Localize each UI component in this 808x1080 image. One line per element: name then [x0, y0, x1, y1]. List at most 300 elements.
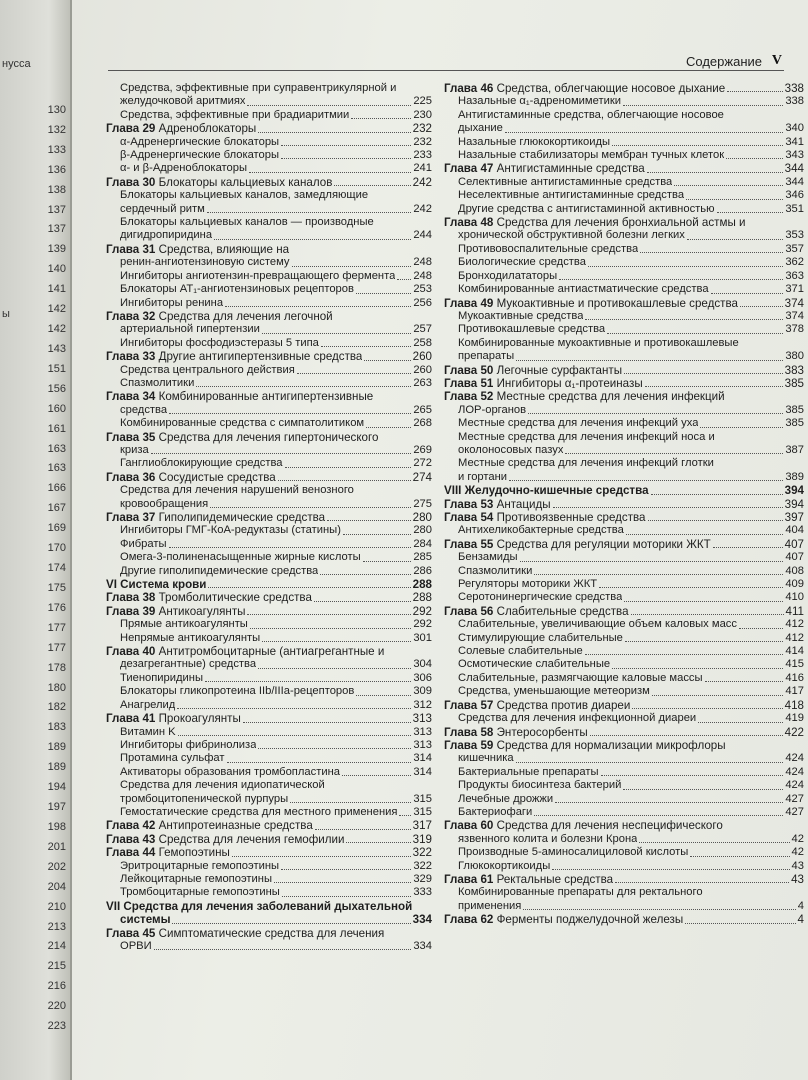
entry-title: Средства для регуляции моторики ЖКТ [496, 537, 711, 551]
entry-title: язвенного колита и болезни Крона [458, 832, 638, 845]
toc-entry [106, 337, 432, 350]
entry-page-number: 263 [413, 376, 432, 389]
entry-title: Средства для лечения гемофилии [158, 832, 345, 846]
prev-page-number: 194 [47, 781, 66, 794]
toc-entry [444, 337, 804, 350]
toc-entry [444, 672, 804, 685]
chapter-label: Глава 56 [444, 604, 494, 618]
entry-page-number: 407 [784, 537, 804, 551]
chapter-label: Глава 55 [444, 537, 494, 551]
dot-leader [327, 520, 411, 521]
entry-page-number: 427 [785, 792, 804, 805]
toc-entry [444, 444, 804, 457]
entry-page-number: 414 [785, 645, 804, 658]
toc-entry [444, 900, 804, 913]
header-page-number: V [771, 53, 782, 68]
chapter-label: Глава 45 [106, 926, 156, 940]
entry-title: Тромболитические средства [158, 591, 312, 605]
entry-title: Противоязвенные средства [496, 511, 646, 524]
entry-page-number: 292 [413, 618, 432, 631]
toc-chapter-entry [444, 819, 804, 832]
entry-title: и гортани [458, 470, 508, 483]
toc-entry [106, 109, 432, 122]
chapter-label: Глава 48 [444, 216, 494, 230]
entry-page-number: 232 [412, 122, 432, 136]
chapter-label: Глава 35 [106, 430, 156, 444]
prev-page-number: 132 [47, 123, 66, 136]
toc-entry [444, 779, 804, 792]
entry-title: Другие антигипертензивные средства [158, 350, 363, 364]
prev-page-number: 139 [47, 243, 66, 256]
dot-leader [625, 641, 783, 642]
toc-entry [444, 431, 804, 444]
dot-leader [552, 869, 789, 870]
toc-chapter-entry [444, 364, 804, 377]
dot-leader [346, 842, 410, 843]
dot-leader [290, 802, 411, 803]
dot-leader [274, 882, 411, 883]
toc-entry [106, 297, 432, 310]
entry-page-number: 412 [785, 631, 804, 644]
entry-title: ЛОР-органов [458, 403, 527, 416]
entry-page-number: 288 [412, 591, 432, 605]
toc-entry [444, 310, 804, 323]
dot-leader [717, 212, 784, 213]
dot-leader [686, 199, 783, 200]
entry-title: Мукоактивные средства [458, 309, 584, 322]
prev-page-number: 178 [47, 661, 66, 674]
entry-page-number: 233 [413, 149, 432, 162]
entry-title: системы [120, 913, 171, 927]
toc-entry [444, 524, 804, 537]
toc-entry [444, 323, 804, 336]
dot-leader [727, 91, 782, 92]
entry-title: ренин-ангиотензиновую систему [120, 256, 290, 269]
chapter-label: Глава 33 [106, 350, 156, 364]
entry-page-number: 424 [785, 779, 804, 792]
toc-entry [106, 229, 432, 242]
entry-title: Антитромбоцитарные (антиагрегантные и [158, 645, 385, 659]
entry-title: артериальной гипертензии [120, 323, 260, 336]
toc-entry [106, 82, 432, 95]
entry-title: VII Средства для лечения заболеваний дыхательной [106, 899, 413, 913]
dot-leader [585, 319, 783, 320]
entry-title: Средства для нормализации микрофлоры [496, 738, 726, 752]
dot-leader [205, 681, 411, 682]
entry-title: Эритроцитарные гемопоэтины [120, 859, 280, 872]
dot-leader [249, 172, 411, 173]
entry-title: Противокашлевые средства [458, 323, 606, 336]
entry-title: Энтеросорбенты [496, 725, 588, 739]
entry-title: Другие средства с антигистаминной активностью [458, 202, 715, 215]
toc-entry [444, 645, 804, 658]
prev-page-number: 223 [47, 1020, 66, 1033]
entry-title: криза [120, 443, 149, 456]
entry-title: Средства центрального действия [120, 363, 295, 376]
toc-entry [106, 658, 432, 671]
toc-entry [106, 739, 432, 752]
prev-page-number: 213 [47, 920, 66, 933]
toc-chapter-entry [106, 511, 432, 524]
toc-entry [444, 551, 804, 564]
entry-title: Прямые антикоагулянты [120, 618, 248, 631]
entry-title: Глюкокортикоиды [458, 859, 551, 872]
entry-page-number: 344 [784, 162, 804, 176]
entry-page-number: 385 [785, 417, 804, 430]
entry-title: Комбинированные мукоактивные и противокашлевые [458, 336, 739, 349]
entry-page-number: 314 [413, 765, 432, 778]
entry-page-number: 242 [413, 202, 432, 215]
entry-page-number: 424 [785, 765, 804, 778]
toc-entry [106, 873, 432, 886]
prev-page-number: 133 [47, 143, 66, 156]
dot-leader [687, 239, 783, 240]
entry-title: дезагрегантные) средства [120, 658, 257, 671]
dot-leader [397, 279, 411, 280]
entry-title: Стимулирующие слабительные [458, 631, 623, 644]
toc-entry [444, 766, 804, 779]
entry-page-number: 410 [785, 591, 804, 604]
dot-leader [648, 520, 783, 521]
entry-title: Слабительные, размягчающие каловые массы [458, 671, 703, 684]
entry-title: кровообращения [120, 497, 209, 510]
entry-title: Местные средства для лечения инфекций [496, 390, 725, 404]
entry-page-number: 248 [413, 269, 432, 282]
toc-entry [106, 203, 432, 216]
toc-entry [106, 618, 432, 631]
dot-leader [700, 427, 783, 428]
entry-page-number: 416 [785, 671, 804, 684]
toc-entry [444, 685, 804, 698]
entry-title: α- и β-Адреноблокаторы [120, 162, 248, 175]
dot-leader [624, 373, 783, 374]
prev-page-number: 160 [47, 402, 66, 415]
entry-title: Прокоагулянты [158, 712, 241, 726]
prev-page-number: 202 [47, 860, 66, 873]
prev-page-number: 204 [47, 880, 66, 893]
toc-entry [444, 578, 804, 591]
entry-title: Средства для лечения нарушений венозного [120, 484, 354, 497]
chapter-label: Глава 49 [444, 296, 494, 310]
dot-leader [297, 373, 412, 374]
dot-leader [177, 708, 411, 709]
dot-leader [196, 386, 411, 387]
prev-page-number: 142 [47, 303, 66, 316]
chapter-label: Глава 37 [106, 511, 156, 524]
entry-title: α-Адренергические блокаторы [120, 135, 280, 148]
dot-leader [399, 815, 411, 816]
entry-title: Витамин K [120, 725, 176, 738]
entry-title: Местные средства для лечения инфекций носа и [458, 430, 715, 443]
entry-page-number: 397 [784, 511, 804, 524]
entry-page-number: 334 [412, 913, 432, 927]
prev-page-number: 210 [47, 900, 66, 913]
dot-leader [258, 668, 411, 669]
dot-leader [612, 668, 783, 669]
entry-title: Блокаторы кальциевых каналов, замедляющие [120, 189, 369, 202]
entry-title: Производные 5-аминосалициловой кислоты [458, 846, 689, 859]
toc-chapter-entry [106, 591, 432, 604]
prev-page-number: 189 [47, 761, 66, 774]
dot-leader [509, 480, 783, 481]
entry-title: Ингибиторы фосфодиэстеразы 5 типа [120, 336, 319, 349]
dot-leader [351, 118, 411, 119]
entry-title: Спазмолитики [120, 376, 195, 389]
toc-chapter-entry [106, 471, 432, 484]
entry-page-number: 272 [413, 457, 432, 470]
dot-leader [207, 212, 411, 213]
entry-title: Гемопоэтины [158, 846, 230, 860]
entry-page-number: 248 [413, 256, 432, 269]
chapter-label: Глава 54 [444, 511, 494, 524]
chapter-label: Глава 39 [106, 604, 156, 618]
dot-leader [647, 172, 783, 173]
entry-title: Блокаторы кальциевых каналов — производные [120, 216, 374, 229]
toc-entry [444, 136, 804, 149]
entry-page-number: 417 [785, 685, 804, 698]
entry-page-number: 292 [412, 604, 432, 618]
chapter-label: Глава 32 [106, 309, 156, 323]
toc-entry [106, 283, 432, 296]
entry-title: Комбинированные антигипертензивные [158, 390, 374, 404]
prev-page-fragment: ы [2, 308, 10, 320]
dot-leader [172, 923, 410, 924]
dot-leader [588, 266, 783, 267]
dot-leader [651, 494, 783, 495]
dot-leader [243, 722, 411, 723]
toc-chapter-entry [106, 122, 432, 135]
toc-entry [106, 498, 432, 511]
dot-leader [334, 185, 410, 186]
entry-title: Средства для лечения идиопатической [120, 779, 325, 792]
entry-title: Блокаторы гликопротеина IIb/IIIa-рецепторов [120, 685, 355, 698]
prev-page-number: 143 [47, 342, 66, 355]
entry-title: кишечника [458, 752, 514, 765]
entry-page-number: 333 [413, 886, 432, 899]
toc-entry [444, 793, 804, 806]
entry-page-number: 306 [413, 671, 432, 684]
toc-entry [444, 417, 804, 430]
entry-page-number: 317 [412, 819, 432, 833]
dot-leader [258, 748, 411, 749]
chapter-label: Глава 30 [106, 175, 156, 189]
toc-chapter-entry [106, 605, 432, 618]
entry-page-number: 313 [412, 712, 432, 726]
entry-title: Местные средства для лечения инфекций уха [458, 417, 699, 430]
entry-page-number: 4 [797, 899, 804, 912]
entry-title: Бензамиды [458, 551, 518, 564]
toc-section-entry [106, 578, 432, 591]
entry-title: VI Система крови [106, 578, 207, 592]
dot-leader [364, 360, 410, 361]
entry-page-number: 374 [785, 309, 804, 322]
entry-page-number: 42 [791, 832, 804, 845]
dot-leader [685, 923, 795, 924]
dot-leader [232, 856, 411, 857]
toc-entry [106, 216, 432, 229]
entry-page-number: 404 [785, 524, 804, 537]
entry-title: Антигистаминные средства, облегчающие носовое [458, 108, 724, 121]
entry-title: Осмотические слабительные [458, 658, 611, 671]
chapter-label: Глава 29 [106, 122, 156, 136]
prev-page-number: 198 [47, 820, 66, 833]
toc-entry [106, 538, 432, 551]
running-header [108, 54, 784, 71]
dot-leader [281, 158, 411, 159]
entry-page-number: 314 [413, 752, 432, 765]
toc-entry [106, 565, 432, 578]
entry-page-number: 371 [785, 283, 804, 296]
entry-page-number: 268 [413, 417, 432, 430]
dot-leader [247, 614, 410, 615]
header-title: Содержание [686, 54, 762, 69]
chapter-label: Глава 53 [444, 497, 494, 511]
toc-entry [106, 189, 432, 202]
toc-entry [444, 591, 804, 604]
toc-chapter-entry [444, 873, 804, 886]
chapter-label: Глава 43 [106, 832, 156, 846]
dot-leader [278, 480, 411, 481]
entry-title: Антихеликобактерные средства [458, 524, 624, 537]
prev-page-number: 138 [47, 183, 66, 196]
dot-leader [553, 507, 783, 508]
entry-title: Ректальные средства [496, 872, 614, 886]
toc-chapter-entry [106, 176, 432, 189]
entry-page-number: 341 [785, 135, 804, 148]
dot-leader [178, 735, 412, 736]
entry-title: Биологические средства [458, 256, 586, 269]
dot-leader [534, 574, 783, 575]
toc-chapter-entry [444, 511, 804, 524]
entry-title: Антигистаминные средства [496, 162, 645, 176]
toc-entry [444, 618, 804, 631]
dot-leader [227, 762, 412, 763]
dot-leader [690, 856, 789, 857]
prev-page-number: 156 [47, 382, 66, 395]
dot-leader [210, 507, 411, 508]
chapter-label: Глава 40 [106, 645, 156, 659]
entry-title: Средства для лечения неспецифического [496, 819, 723, 833]
entry-title: хронической обструктивной болезни легких [458, 229, 685, 242]
entry-title: Сосудистые средства [158, 470, 276, 484]
entry-page-number: 286 [413, 564, 432, 577]
entry-page-number: 256 [413, 296, 432, 309]
chapter-label: Глава 57 [444, 698, 494, 712]
dot-leader [250, 628, 411, 629]
toc-entry [106, 672, 432, 685]
dot-leader [740, 306, 783, 307]
entry-title: Комбинированные антиастматические средства [458, 283, 709, 296]
prev-page-number: 215 [47, 960, 66, 973]
entry-title: Ингибиторы фибринолиза [120, 738, 257, 751]
toc-entry [106, 551, 432, 564]
entry-page-number: 418 [784, 698, 804, 712]
dot-leader [711, 293, 784, 294]
toc-entry [106, 323, 432, 336]
toc-chapter-entry [444, 162, 804, 175]
entry-title: Средства, уменьшающие метеоризм [458, 685, 650, 698]
toc-section-entry [106, 900, 432, 913]
entry-page-number: 374 [784, 296, 804, 310]
entry-title: Другие гиполипидемические средства [120, 564, 319, 577]
dot-leader [739, 628, 783, 629]
entry-title: Протамина сульфат [120, 752, 225, 765]
entry-page-number: 419 [785, 712, 804, 725]
entry-page-number: 284 [413, 537, 432, 550]
entry-title: Слабительные средства [496, 604, 629, 618]
entry-page-number: 346 [785, 189, 804, 202]
entry-page-number: 422 [784, 725, 804, 739]
entry-title: Средства против диареи [496, 698, 631, 712]
entry-page-number: 241 [413, 162, 432, 175]
toc-entry [444, 122, 804, 135]
entry-title: Ганглиоблокирующие средства [120, 457, 283, 470]
toc-chapter-entry [444, 699, 804, 712]
entry-title: тромбоцитопенической пурпуры [120, 792, 289, 805]
dot-leader [652, 695, 784, 696]
toc-entry [444, 270, 804, 283]
entry-title: Назальные глюкокортикоиды [458, 135, 611, 148]
dot-leader [281, 869, 411, 870]
dot-leader [599, 587, 783, 588]
entry-title: VIII Желудочно-кишечные средства [444, 484, 649, 498]
dot-leader [247, 105, 411, 106]
dot-leader [523, 909, 795, 910]
entry-title: Средства для лечения инфекционной диареи [458, 712, 697, 725]
entry-page-number: 301 [413, 631, 432, 644]
entry-title: Ингибиторы α₁-протеиназы [496, 376, 643, 390]
prev-page-number: 220 [47, 1000, 66, 1013]
dot-leader [214, 239, 411, 240]
toc-chapter-entry [444, 913, 804, 926]
chapter-label: Глава 50 [444, 363, 494, 377]
entry-page-number: 285 [413, 551, 432, 564]
entry-page-number: 309 [413, 685, 432, 698]
entry-title: средства [120, 403, 168, 416]
prev-page-fragment: нусса [2, 58, 31, 70]
toc-entry [444, 471, 804, 484]
toc-entry [444, 846, 804, 859]
chapter-label: Глава 34 [106, 390, 156, 404]
prev-page-number: 182 [47, 701, 66, 714]
entry-title: применения [458, 899, 522, 912]
dot-leader [713, 547, 783, 548]
entry-page-number: 408 [785, 564, 804, 577]
entry-title: Адреноблокаторы [158, 122, 257, 136]
toc-entry [106, 779, 432, 792]
entry-title: Бактериофаги [458, 805, 533, 818]
dot-leader [258, 132, 410, 133]
toc-chapter-entry [106, 310, 432, 323]
entry-title: Ингибиторы ангиотензин-превращающего фермента [120, 269, 396, 282]
dot-leader [281, 145, 411, 146]
entry-page-number: 389 [785, 470, 804, 483]
dot-leader [565, 453, 783, 454]
prev-page-number: 163 [47, 462, 66, 475]
prev-page-number: 214 [47, 940, 66, 953]
toc-chapter-entry [444, 605, 804, 618]
entry-title: Солевые слабительные [458, 645, 583, 658]
dot-leader [516, 762, 784, 763]
entry-page-number: 344 [785, 175, 804, 188]
dot-leader [705, 681, 784, 682]
dot-leader [208, 587, 410, 588]
entry-page-number: 313 [413, 725, 432, 738]
toc-entry [444, 95, 804, 108]
prev-page-number: 169 [47, 522, 66, 535]
prev-page-number: 161 [47, 422, 66, 435]
toc-chapter-entry [444, 82, 804, 95]
